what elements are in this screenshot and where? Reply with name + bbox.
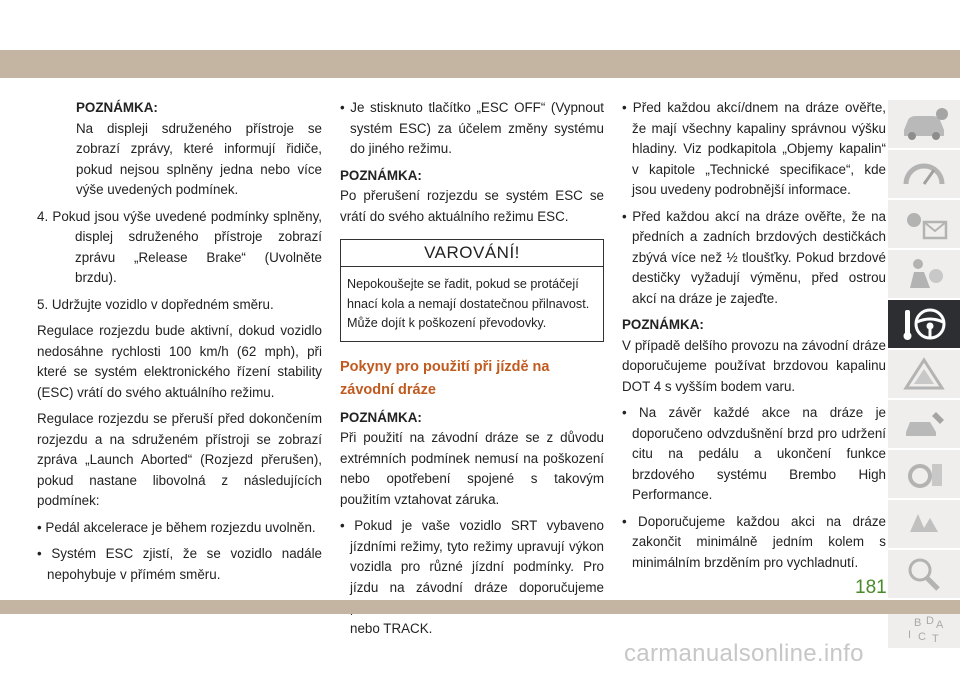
airbag-safety-icon	[896, 254, 952, 294]
paragraph: Regulace rozjezdu bude aktivní, dokud vozidlo nedosáhne rychlosti 100 km/h (62 mph), při které se systém elektronického řízení stability (ESC) vrátí do svého aktuálního režimu.	[37, 323, 322, 400]
tab-emergency[interactable]	[888, 348, 960, 398]
note-label: POZNÁMKA:	[622, 317, 704, 332]
note-text: Při použití na závodní dráze se z důvodu extrémních podmínek nemusí na poškození nebo opotřebení spojené s takovým použitím vztahovat záruka.	[340, 430, 604, 507]
bullet-item: • Před každou akcí na dráze ověřte, že na předních a zadních brzdových destičkách zbývá více než ½ tloušťky. Pokud brzdové destičky vyžadují výměnu, před ostrou akcí na dráze je zajeďte.	[622, 208, 886, 306]
list-item-5: 5. Udržujte vozidlo v dopředném směru.	[37, 296, 274, 312]
warning-title: VAROVÁNÍ!	[341, 240, 603, 267]
warning-light-icon	[896, 204, 952, 244]
note-label: POZNÁMKA:	[76, 100, 158, 115]
page-number: 181	[855, 577, 887, 598]
specs-icon	[896, 454, 952, 494]
index-letter: C	[918, 631, 926, 643]
column-middle	[340, 98, 604, 645]
top-band	[0, 50, 960, 78]
section-title: Pokyny pro použití při jízdě na závodní dráze	[340, 358, 550, 398]
bullet-item: • Před každou akcí/dnem na dráze ověřte, že mají všechny kapaliny správnou výšku hladiny. Viz podkapitola „Objemy kapalin“ v kapitole „Technické specifikace“, kde jsou uvedeny podrobnější informace.	[622, 100, 886, 197]
bullet-item: • Na závěr každé akce na dráze je doporučeno odvzdušnění brzd pro udržení citu na pedálu a ukončení funkce brzdového systému Brembo High Performance.	[622, 405, 886, 502]
note-label: POZNÁMKA:	[340, 409, 422, 425]
magnifier-search-icon	[896, 554, 952, 594]
paragraph: Regulace rozjezdu se přeruší před dokončením rozjezdu a na sdruženém přístroji se zobrazí zpráva „Launch Aborted“ (Rozjezd přerušen), pokud nastane libovolná z následujících podmínek:	[37, 411, 322, 508]
tab-specifications[interactable]	[888, 448, 960, 498]
bullet-item: • Pedál akcelerace je během rozjezdu uvolněn.	[37, 519, 316, 535]
index-letter: B	[914, 617, 922, 629]
chapter-tabs	[888, 98, 960, 648]
tab-safety[interactable]	[888, 248, 960, 298]
tab-car-info[interactable]	[888, 98, 960, 148]
index-letter: A	[936, 619, 944, 631]
note-block	[37, 98, 322, 201]
index-letter: D	[926, 615, 934, 627]
bullet-item: • Doporučujeme každou akci na dráze zakončit minimálně jedním kolem s minimálním brzděním pro vychladnutí.	[622, 513, 886, 570]
bullet-item: • Je stisknuto tlačítko „ESC OFF“ (Vypnout systém ESC) za účelem změny systému do jiného režimu.	[340, 100, 604, 156]
tab-dashboard[interactable]	[888, 148, 960, 198]
car-service-icon	[896, 404, 952, 444]
column-right	[622, 98, 886, 579]
warning-box	[340, 239, 604, 342]
note-label: POZNÁMKA:	[340, 167, 422, 183]
note-text: V případě delšího provozu na závodní dráze doporučujeme používat brzdovou kapalinu DOT 4 s vyšším bodem varu.	[622, 337, 886, 394]
tab-search[interactable]	[888, 548, 960, 598]
bullet-item: • Pokud je vaše vozidlo SRT vybaveno jízdními režimy, tyto režimy upravují výkon vozidla pro různé jízdní podmínky. Pro jízdu na závodní dráze doporučujeme nebo TRACK.	[340, 518, 604, 636]
bottom-band	[0, 600, 960, 614]
tab-service[interactable]	[888, 398, 960, 448]
note-text: Po přerušení rozjezdu se systém ESC se vrátí do svého aktuálního režimu ESC.	[340, 188, 604, 224]
column-left	[37, 98, 322, 591]
index-letter: I	[908, 629, 912, 641]
multimedia-icon	[896, 504, 952, 544]
car-info-icon	[896, 104, 952, 144]
tab-warning-lights[interactable]	[888, 198, 960, 248]
bullet-item: • Systém ESC zjistí, že se vozidlo nadále nepohybuje v přímém směru.	[37, 546, 322, 582]
tab-starting-operating[interactable]	[888, 298, 960, 348]
key-steering-wheel-icon	[896, 304, 952, 344]
dashboard-gauge-icon	[896, 154, 952, 194]
watermark: carmanualsonline.info	[624, 640, 864, 667]
warning-text: Nepokoušejte se řadit, pokud se protáčejí hnací kola a nemají dostatečnou přilnavost. Může dojít k poškození převodovky.	[347, 277, 590, 330]
list-item-4: 4. Pokud jsou výše uvedené podmínky splněny, displej sdruženého přístroje zobrazí zprávu „Release Brake“ (Uvolněte brzdu).	[37, 208, 322, 285]
tab-multimedia[interactable]	[888, 498, 960, 548]
hazard-triangle-icon	[896, 354, 952, 394]
note-text: Na displeji sdruženého přístroje se zobrazí zprávy, které informují řidiče, pokud nejsou splněny jedna nebo více výše uvedených podmínek.	[76, 120, 322, 197]
index-letter: T	[932, 633, 939, 645]
